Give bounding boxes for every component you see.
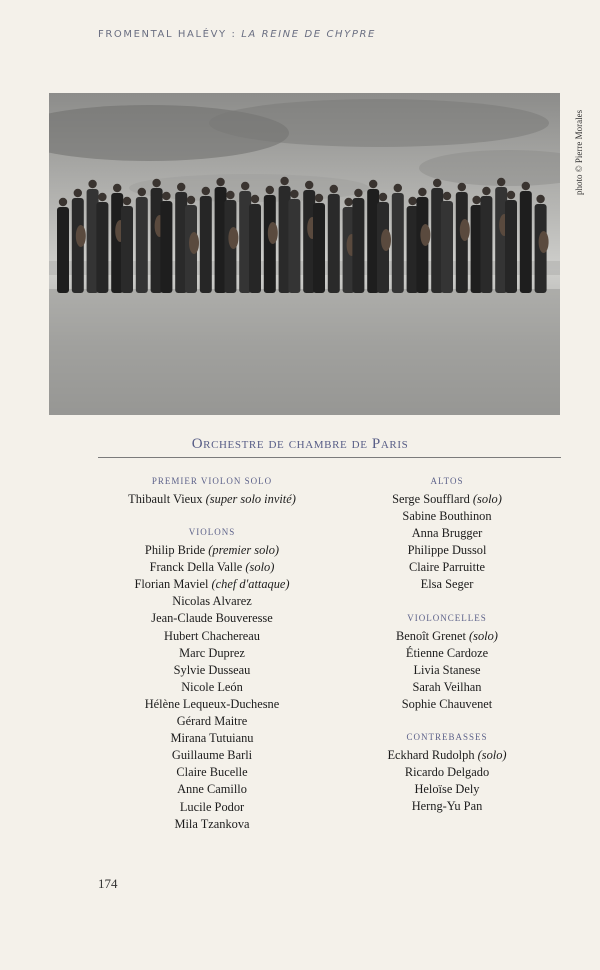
musician-head <box>251 195 259 203</box>
member-name-text: Claire Parruitte <box>408 560 486 575</box>
member-name-text: Mirana Tutuianu <box>170 731 254 746</box>
member-name-text: Sophie Chauvenet <box>401 696 493 711</box>
musician-figure <box>456 192 468 293</box>
member-name <box>362 696 532 713</box>
member-name <box>112 645 312 662</box>
instrument-shape <box>381 229 391 251</box>
member-name-text: Philippe Dussol <box>407 543 487 558</box>
member-role: (chef d'attaque) <box>211 577 290 592</box>
member-name-text: Sarah Veilhan <box>412 679 482 694</box>
musician-head <box>177 183 185 191</box>
member-name-text: Étienne Cardoze <box>405 645 489 660</box>
member-name-text: Heloïse Dely <box>414 782 480 797</box>
member-name-text: Lucile Podor <box>179 799 245 814</box>
member-list <box>362 747 532 815</box>
composer-name: FROMENTAL HALÉVY <box>98 29 227 40</box>
member-role: (solo) <box>245 560 275 575</box>
member-name <box>112 713 312 730</box>
member-role: (super solo invité) <box>205 492 296 506</box>
member-name-text: Anne Camillo <box>177 782 247 797</box>
musician-figure <box>288 199 300 293</box>
member-name <box>112 816 312 833</box>
left-column <box>112 474 312 833</box>
member-name-text: Sylvie Dusseau <box>173 662 251 677</box>
musician-head <box>507 191 515 199</box>
section-heading: ALTOS <box>430 476 464 486</box>
member-name-text: Hélène Lequeux-Duchesne <box>144 696 280 711</box>
member-name-text: Herng-Yu Pan <box>411 799 483 814</box>
cloud-shape <box>209 99 549 147</box>
musician-figure <box>121 206 133 293</box>
musician-figure <box>136 197 148 293</box>
photo-credit: photo © Pierre Morales <box>574 109 584 195</box>
member-name <box>362 559 532 576</box>
musician-head <box>379 193 387 201</box>
musician-head <box>344 198 352 206</box>
member-name-text: Guillaume Barli <box>171 748 253 763</box>
running-head-separator: : <box>226 29 242 40</box>
musician-head <box>266 186 274 194</box>
member-name <box>362 525 532 542</box>
member-list <box>112 491 312 508</box>
member-name-text: Claire Bucelle <box>176 765 248 780</box>
member-name <box>112 730 312 747</box>
member-name <box>112 799 312 816</box>
member-list <box>362 491 532 594</box>
member-role: (solo) <box>472 492 502 506</box>
musician-head <box>290 190 298 198</box>
member-name <box>112 628 312 645</box>
musician-figure <box>96 202 108 293</box>
member-name <box>362 764 532 781</box>
member-name <box>112 610 312 627</box>
musician-head <box>88 180 96 188</box>
musician-head <box>522 182 530 190</box>
musician-head <box>59 198 67 206</box>
instrument-shape <box>228 227 238 249</box>
member-name <box>112 542 312 559</box>
member-name-text: Ricardo Delgado <box>404 765 490 780</box>
musician-figure <box>480 196 492 293</box>
member-name-text: Eckhard Rudolph <box>387 748 475 763</box>
member-name <box>362 628 532 645</box>
member-name-text: Livia Stanese <box>413 662 481 677</box>
member-name-text: Serge Soufflard <box>392 492 470 506</box>
member-name-text: Anna Brugger <box>411 526 483 541</box>
musician-head <box>123 197 131 205</box>
member-name <box>112 593 312 610</box>
running-head <box>98 29 376 40</box>
orchestra-photo-drawing <box>49 93 560 415</box>
work-title: LA REINE DE CHYPRE <box>241 29 376 40</box>
member-name <box>362 679 532 696</box>
musician-head <box>280 177 288 185</box>
member-name-text: Gérard Maitre <box>176 714 248 729</box>
member-name <box>112 491 312 508</box>
musician-figure <box>264 195 276 293</box>
musician-head <box>369 180 377 188</box>
instrument-shape <box>539 231 549 253</box>
instrument-shape <box>189 232 199 254</box>
member-name-text: Jean-Claude Bouveresse <box>151 611 273 626</box>
musician-head <box>162 192 170 200</box>
musician-head <box>113 184 121 192</box>
musician-figure <box>352 198 364 293</box>
musician-figure <box>441 201 453 293</box>
instrument-shape <box>420 224 430 246</box>
member-name-text: Hubert Chachereau <box>164 628 260 643</box>
member-name-text: Mila Tzankova <box>174 816 250 831</box>
section-premier-violon-solo <box>112 474 312 508</box>
member-list <box>362 628 532 713</box>
member-name <box>362 508 532 525</box>
member-name-text: Thibault Vieux <box>128 492 203 506</box>
member-name <box>362 576 532 593</box>
musician-head <box>315 194 323 202</box>
orchestra-photo <box>49 93 560 415</box>
member-role: (solo) <box>477 748 507 763</box>
musician-head <box>152 179 160 187</box>
instrument-shape <box>460 219 470 241</box>
musician-head <box>138 188 146 196</box>
musician-head <box>202 187 210 195</box>
member-name <box>362 662 532 679</box>
instrument-shape <box>76 225 86 247</box>
member-name <box>112 747 312 764</box>
member-name <box>112 679 312 696</box>
member-name-text: Benoît Grenet <box>396 628 466 643</box>
member-name <box>112 781 312 798</box>
member-name-text: Sabine Bouthinon <box>402 509 492 524</box>
member-name <box>362 645 532 662</box>
musician-figure <box>505 200 517 293</box>
musician-head <box>482 187 490 195</box>
musician-head <box>408 197 416 205</box>
instrument-shape <box>268 222 278 244</box>
musician-head <box>354 189 362 197</box>
musician-head <box>418 188 426 196</box>
section-violoncelles <box>362 611 532 713</box>
section-heading: PREMIER VIOLON SOLO <box>151 476 273 486</box>
musician-head <box>226 191 234 199</box>
member-name <box>362 491 532 508</box>
member-name <box>112 576 312 593</box>
page-number: 174 <box>98 876 118 891</box>
musician-figure <box>200 196 212 293</box>
musician-head <box>216 178 224 186</box>
title-rule <box>98 457 561 458</box>
member-role: (premier solo) <box>208 543 280 558</box>
section-contrebasses <box>362 730 532 815</box>
member-name <box>112 662 312 679</box>
musician-head <box>187 196 195 204</box>
musician-head <box>497 178 505 186</box>
musician-head <box>458 183 466 191</box>
member-name-text: Philip Bride <box>144 543 206 558</box>
member-name <box>362 798 532 815</box>
musician-head <box>472 196 480 204</box>
musician-figure <box>520 191 532 293</box>
musician-figure <box>313 203 325 293</box>
musician-figure <box>328 194 340 293</box>
musician-head <box>394 184 402 192</box>
member-list <box>112 542 312 833</box>
member-name-text: Marc Duprez <box>179 645 245 660</box>
ensemble-title: Orchestre de chambre de Paris <box>191 436 409 452</box>
section-altos <box>362 474 532 594</box>
musician-head <box>98 193 106 201</box>
member-name <box>362 781 532 798</box>
member-role: (solo) <box>469 628 498 643</box>
member-name-text: Nicole León <box>181 679 243 694</box>
musician-head <box>241 182 249 190</box>
member-name <box>362 542 532 559</box>
section-heading: VIOLONCELLES <box>407 612 487 623</box>
musician-figure <box>160 201 172 293</box>
section-violons <box>112 525 312 833</box>
member-name <box>112 764 312 781</box>
musician-head <box>74 189 82 197</box>
member-name-text: Florian Maviel <box>134 577 209 592</box>
section-heading: VIOLONS <box>188 527 236 538</box>
section-heading: CONTREBASSES <box>406 732 488 743</box>
musician-head <box>305 181 313 189</box>
musician-figure <box>392 193 404 293</box>
member-name <box>112 696 312 713</box>
member-name-text: Elsa Seger <box>420 577 474 592</box>
musician-head <box>330 185 338 193</box>
member-name-text: Nicolas Alvarez <box>172 594 252 609</box>
right-column <box>362 474 532 815</box>
member-name-text: Franck Della Valle <box>149 560 243 575</box>
musician-figure <box>249 204 261 293</box>
member-name <box>112 559 312 576</box>
musician-head <box>536 195 544 203</box>
musician-figure <box>57 207 69 293</box>
musician-head <box>433 179 441 187</box>
member-name <box>362 747 532 764</box>
musician-head <box>443 192 451 200</box>
terrace-floor <box>49 289 560 415</box>
